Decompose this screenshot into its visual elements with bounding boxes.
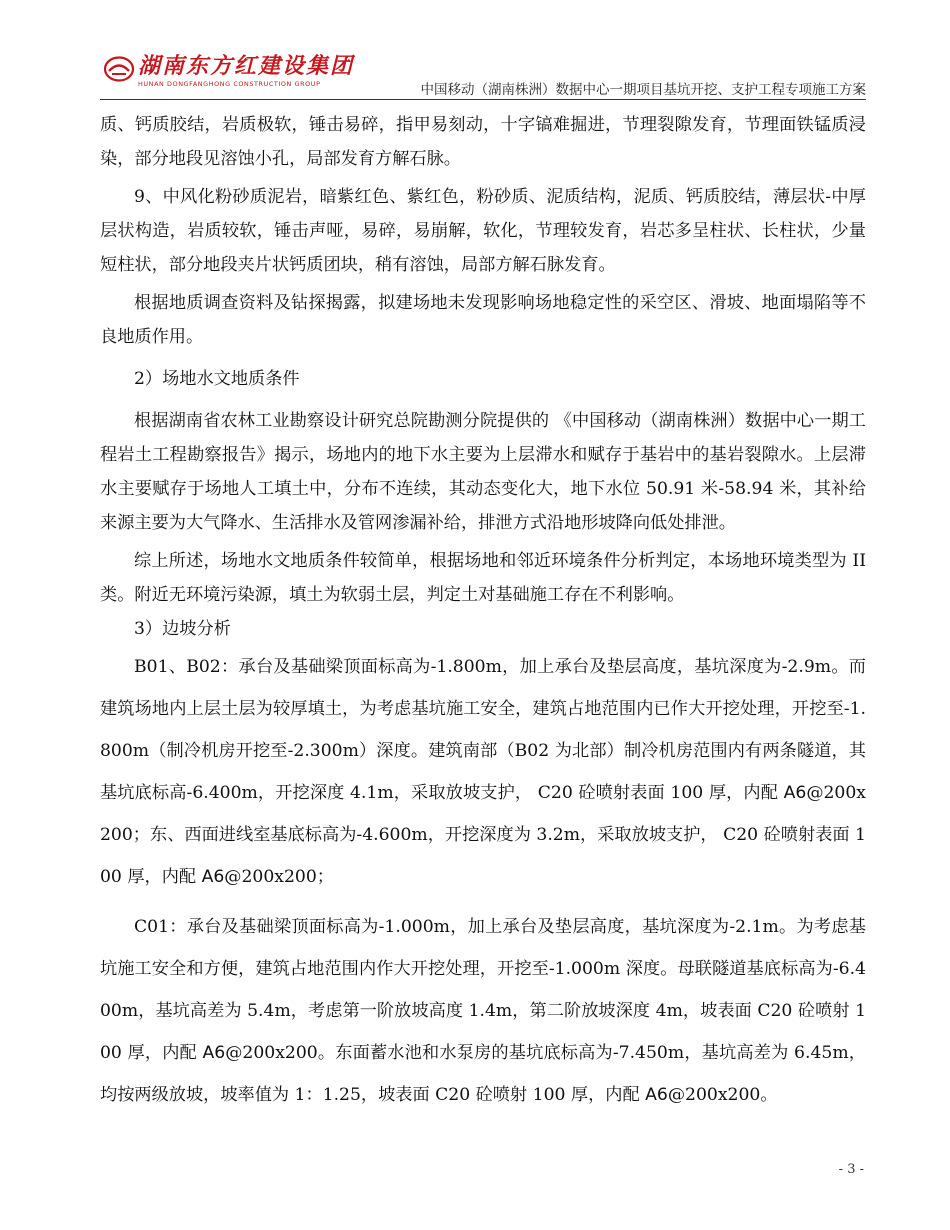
text-run: B01、B02：承台及基础梁顶面标高为-1.800m，加上承台及垫层高度，基坑深度为-2.9m。而建筑场地内上层土层为较厚填土，为考虑基坑施工安全，建筑占地范围内已作大开挖处理，开挖至-1.800m（制冷机房开挖至-2.300m）深度。建筑南部（B02 为北部）制冷机房范围内有两条隧道，其基坑底标高-6.400m，开挖深度 4.1m，采取放坡支护， C20 砼喷射表面 100 厚，内配 [100, 657, 866, 803]
section-heading-hydrogeology: 2）场地水文地质条件 [134, 369, 300, 389]
company-logo [104, 54, 355, 88]
header-divider [100, 99, 866, 100]
text-run: @200x200。东面蓄水池和水泵房的基坑底标高为-7.450m，基坑高差为 6.45m，均按两级放坡，坡率值为 1：1.25，坡表面 C20 砼喷射 100 厚，内配 [100, 1043, 866, 1105]
page-number: - 3 - [838, 1162, 864, 1177]
logo-english-name: HUNAN DONGFANGHONG CONSTRUCTION GROUP [138, 80, 321, 88]
paragraph-groundwater: 根据湖南省农林工业勘察设计研究总院勘测分院提供的 《中国移动（湖南株洲）数据中心一期工程岩土工程勘察报告》揭示，场地内的地下水主要为上层滞水和赋存于基岩中的基岩裂隙水。上层滞水主要赋存于场地人工填土中，分布不连续，其动态变化大，地下水位 50.91 米-58.94 米，其补给来源主要为大气降水、生活排水及管网渗漏补给，排泄方式沿地形坡降向低处排泄。 [100, 411, 866, 533]
rebar-symbol: A6 [202, 1043, 226, 1063]
page-header [100, 50, 866, 100]
paragraph-environment-conclusion: 综上所述，场地水文地质条件较简单，根据场地和邻近环境条件分析判定，本场地环境类型为 II 类。附近无环境污染源，填土为软弱土层，判定土对基础施工存在不利影响。 [100, 551, 866, 605]
rebar-symbol: A6 [783, 783, 807, 803]
rebar-symbol: A6 [645, 1085, 668, 1105]
rebar-symbol: A6 [201, 867, 225, 887]
logo-chinese-name: 湖南东方红建设集团 [138, 54, 355, 79]
text-run: @200x200。 [667, 1085, 778, 1105]
company-emblem-icon [104, 56, 134, 82]
paragraph-item-9: 9、中风化粉砂质泥岩，暗紫红色、紫红色，粉砂质、泥质结构，泥质、钙质胶结，薄层状-中厚层状构造，岩质较软，锤击声哑，易碎，易崩解，软化，节理较发育，岩芯多呈柱状、长柱状，少量短柱状，部分地段夹片状钙质团块，稍有溶蚀，局部方解石脉发育。 [100, 187, 866, 275]
paragraph-b01-b02 [100, 646, 866, 898]
paragraph-geology-summary: 根据地质调查资料及钻探揭露，拟建场地未发现影响场地稳定性的采空区、滑坡、地面塌陷等不良地质作用。 [100, 293, 866, 347]
paragraph-rock-description: 质、钙质胶结，岩质极软，锤击易碎，指甲易刻动，十字镐难掘进，节理裂隙发育，节理面铁锰质浸染，部分地段见溶蚀小孔，局部发育方解石脉。 [100, 115, 866, 169]
paragraph-c01 [100, 906, 866, 1116]
text-run: @200x200；东、西面进线室基底标高为-4.600m，开挖深度为 3.2m，采取放坡支护， C20 砼喷射表面 100 厚，内配 [100, 783, 866, 887]
document-body [100, 108, 866, 1116]
text-run: C01：承台及基础梁顶面标高为-1.000m，加上承台及垫层高度，基坑深度为-2.1m。为考虑基坑施工安全和方便，建筑占地范围内作大开挖处理，开挖至-1.000m 深度。母联隧道基底标高为-6.400m，基坑高差为 5.4m，考虑第一阶放坡高度 1.4m，第二阶放坡深度 4m，坡表面 C20 砼喷射 100 厚，内配 [100, 917, 866, 1063]
section-heading-slope-analysis: 3）边坡分析 [134, 619, 231, 639]
header-title: 中国移动（湖南株洲）数据中心一期项目基坑开挖、支护工程专项施工方案 [420, 82, 866, 98]
text-run: @200x200； [224, 867, 334, 887]
